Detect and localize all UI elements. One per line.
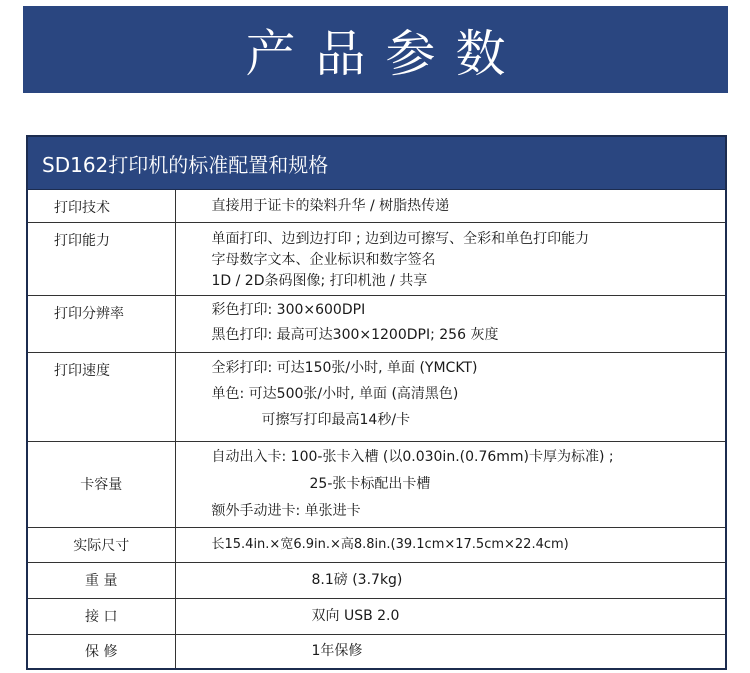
banner-title: 产品参数 (245, 24, 526, 83)
table-row (28, 598, 725, 634)
value-line: 字母数字文本、企业标识和数字签名 (211, 251, 436, 268)
row-value (175, 634, 725, 668)
value-line: 黑色打印: 最高可达300×1200DPI; 256 灰度 (211, 326, 499, 343)
table-row (28, 352, 725, 441)
value-line: 25-张卡标配出卡槽 (309, 475, 431, 492)
value-line: 全彩打印: 可达150张/小时, 单面 (YMCKT) (211, 359, 478, 376)
value-line: 自动出入卡: 100-张卡入槽 (以0.030in.(0.76mm)卡厚为标准) ; (211, 448, 614, 465)
row-value (175, 441, 725, 527)
value-line: 额外手动进卡: 单张进卡 (211, 502, 361, 519)
row-label: 重 量 (28, 562, 175, 598)
row-label: 卡容量 (28, 441, 175, 527)
value-line: 1D / 2D条码图像; 打印机池 / 共享 (211, 272, 428, 289)
value-line: 单色: 可达500张/小时, 单面 (高清黑色) (211, 385, 459, 402)
row-label: 打印速度 (28, 352, 175, 441)
value-line: 双向 USB 2.0 (311, 607, 400, 624)
value-line: 单面打印、边到边打印 ; 边到边可擦写、全彩和单色打印能力 (211, 230, 590, 247)
table-row (28, 634, 725, 668)
value-line: 彩色打印: 300×600DPI (211, 301, 366, 318)
row-label: 保 修 (28, 634, 175, 668)
row-label: 实际尺寸 (28, 527, 175, 562)
value-line: 8.1磅 (3.7kg) (311, 571, 403, 588)
row-value (175, 295, 725, 352)
title-banner (23, 6, 728, 93)
table-row (28, 562, 725, 598)
row-label: 打印分辨率 (28, 295, 175, 352)
spec-table (26, 135, 727, 670)
value-line: 长15.4in.×宽6.9in.×高8.8in.(39.1cm×17.5cm×22.4cm) (211, 537, 569, 552)
row-value (175, 222, 725, 295)
row-value (175, 527, 725, 562)
value-line: 直接用于证卡的染料升华 / 树脂热传递 (211, 198, 450, 214)
table-row (28, 295, 725, 352)
row-label: 打印技术 (28, 190, 175, 222)
spec-table-header: SD162打印机的标准配置和规格 (28, 137, 725, 190)
row-value (175, 562, 725, 598)
row-value (175, 352, 725, 441)
value-line: 1年保修 (311, 642, 363, 659)
row-value (175, 598, 725, 634)
table-row (28, 441, 725, 527)
table-row (28, 527, 725, 562)
table-row (28, 222, 725, 295)
table-row (28, 190, 725, 222)
row-label: 打印能力 (28, 222, 175, 295)
value-line: 可擦写打印最高14秒/卡 (261, 411, 411, 428)
row-value (175, 190, 725, 222)
row-label: 接 口 (28, 598, 175, 634)
spec-rows (28, 190, 725, 668)
